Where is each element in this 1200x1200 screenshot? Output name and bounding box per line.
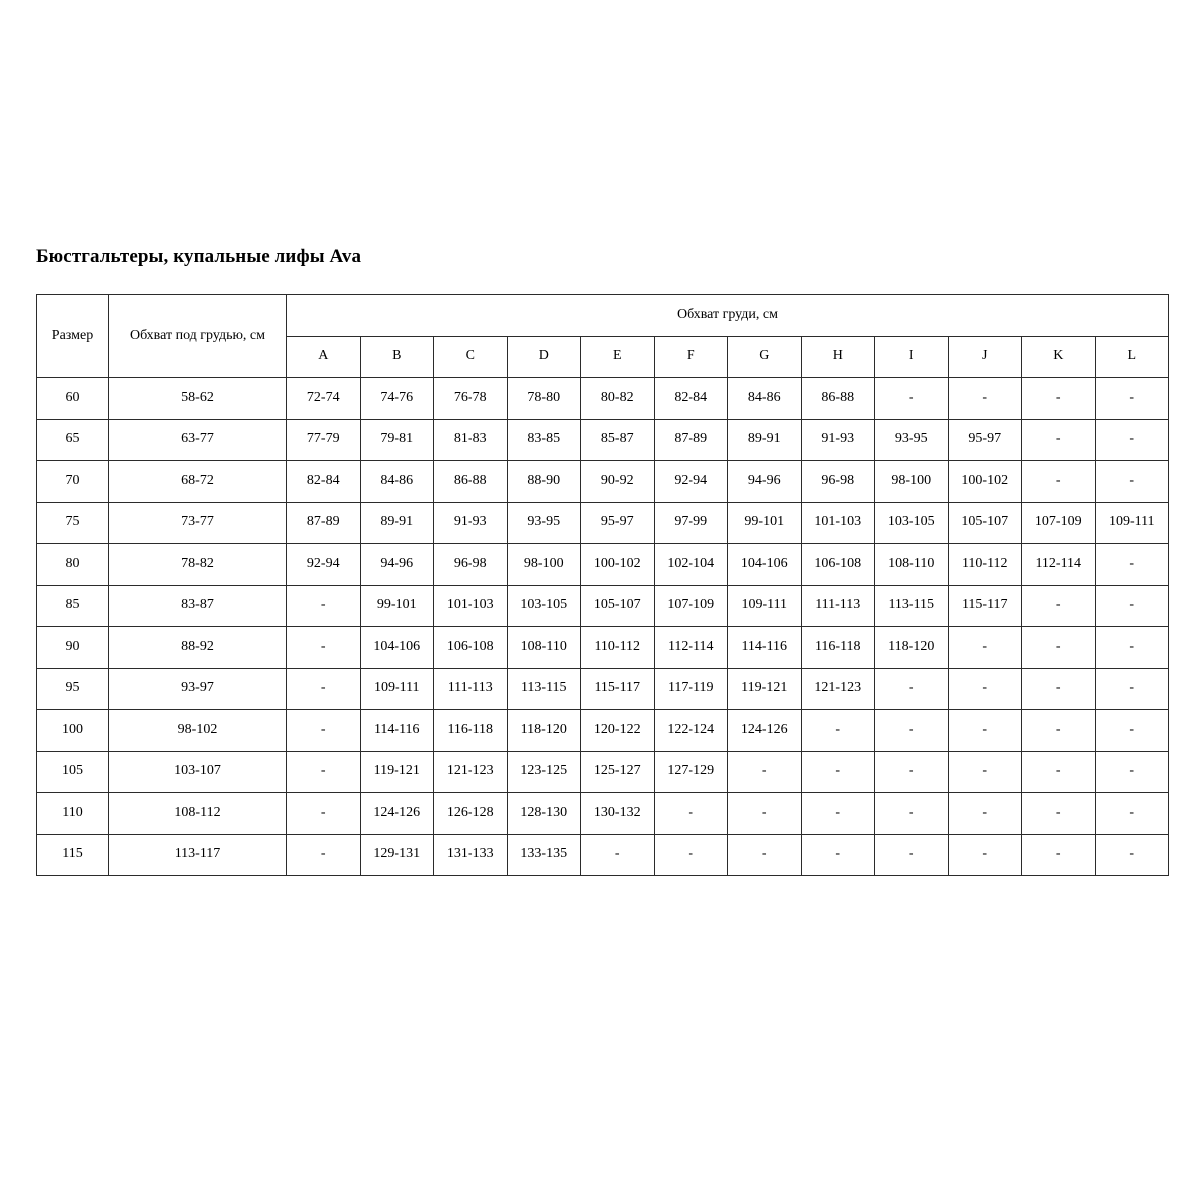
header-cup-g: G xyxy=(728,336,802,378)
cell-bust-b: 124-126 xyxy=(360,793,434,835)
cell-bust-g: 104-106 xyxy=(728,544,802,586)
cell-bust-k: - xyxy=(1022,751,1096,793)
header-underbust: Обхват под грудью, см xyxy=(109,295,287,378)
cell-bust-h: 86-88 xyxy=(801,378,875,420)
cell-bust-d: 128-130 xyxy=(507,793,581,835)
cell-bust-i: 118-120 xyxy=(875,627,949,669)
header-cup-k: K xyxy=(1022,336,1096,378)
cell-bust-g: 89-91 xyxy=(728,419,802,461)
cell-bust-k: - xyxy=(1022,419,1096,461)
cell-bust-k: - xyxy=(1022,834,1096,876)
cell-bust-h: 96-98 xyxy=(801,461,875,503)
cell-bust-j: 95-97 xyxy=(948,419,1022,461)
cell-bust-a: 72-74 xyxy=(287,378,361,420)
cell-bust-d: 108-110 xyxy=(507,627,581,669)
cell-bust-j: - xyxy=(948,751,1022,793)
cell-bust-d: 123-125 xyxy=(507,751,581,793)
cell-bust-e: 100-102 xyxy=(581,544,655,586)
table-row xyxy=(37,419,1169,461)
cell-bust-f: 102-104 xyxy=(654,544,728,586)
cell-bust-g: 114-116 xyxy=(728,627,802,669)
cell-bust-f: 112-114 xyxy=(654,627,728,669)
cell-size: 85 xyxy=(37,585,109,627)
cell-size: 105 xyxy=(37,751,109,793)
cell-bust-d: 83-85 xyxy=(507,419,581,461)
cell-bust-h: - xyxy=(801,793,875,835)
cell-bust-c: 131-133 xyxy=(434,834,508,876)
cell-underbust: 98-102 xyxy=(109,710,287,752)
cell-bust-h: - xyxy=(801,834,875,876)
header-cup-c: C xyxy=(434,336,508,378)
cell-bust-e: 80-82 xyxy=(581,378,655,420)
cell-bust-i: 103-105 xyxy=(875,502,949,544)
cell-bust-i: - xyxy=(875,751,949,793)
size-chart-table xyxy=(36,294,1169,876)
cell-bust-h: 106-108 xyxy=(801,544,875,586)
header-cup-l: L xyxy=(1095,336,1169,378)
cell-bust-f: 127-129 xyxy=(654,751,728,793)
cell-bust-b: 99-101 xyxy=(360,585,434,627)
cell-bust-k: - xyxy=(1022,378,1096,420)
cell-bust-f: - xyxy=(654,834,728,876)
cell-bust-a: - xyxy=(287,585,361,627)
page-title: Бюстгальтеры, купальные лифы Ava xyxy=(36,246,362,267)
cell-underbust: 58-62 xyxy=(109,378,287,420)
cell-bust-i: - xyxy=(875,378,949,420)
cell-size: 70 xyxy=(37,461,109,503)
cell-bust-a: - xyxy=(287,834,361,876)
cell-size: 100 xyxy=(37,710,109,752)
table-row xyxy=(37,710,1169,752)
cell-bust-c: 86-88 xyxy=(434,461,508,503)
cell-bust-f: 87-89 xyxy=(654,419,728,461)
cell-bust-b: 89-91 xyxy=(360,502,434,544)
cell-bust-j: 100-102 xyxy=(948,461,1022,503)
cell-bust-g: - xyxy=(728,834,802,876)
cell-bust-g: - xyxy=(728,751,802,793)
cell-bust-d: 98-100 xyxy=(507,544,581,586)
cell-bust-i: 98-100 xyxy=(875,461,949,503)
cell-bust-a: - xyxy=(287,793,361,835)
cell-size: 80 xyxy=(37,544,109,586)
cell-bust-k: - xyxy=(1022,710,1096,752)
cell-bust-k: - xyxy=(1022,585,1096,627)
cell-bust-i: 93-95 xyxy=(875,419,949,461)
cell-bust-e: 95-97 xyxy=(581,502,655,544)
table-row xyxy=(37,627,1169,669)
header-cup-a: A xyxy=(287,336,361,378)
table-row xyxy=(37,502,1169,544)
cell-bust-b: 79-81 xyxy=(360,419,434,461)
table-row xyxy=(37,793,1169,835)
cell-bust-f: 122-124 xyxy=(654,710,728,752)
header-cup-b: B xyxy=(360,336,434,378)
cell-bust-i: - xyxy=(875,668,949,710)
cell-size: 60 xyxy=(37,378,109,420)
cell-bust-c: 126-128 xyxy=(434,793,508,835)
header-cup-h: H xyxy=(801,336,875,378)
header-cup-i: I xyxy=(875,336,949,378)
cell-bust-j: - xyxy=(948,378,1022,420)
cell-bust-a: - xyxy=(287,668,361,710)
cell-bust-e: 110-112 xyxy=(581,627,655,669)
cell-bust-c: 116-118 xyxy=(434,710,508,752)
header-cup-f: F xyxy=(654,336,728,378)
cell-bust-d: 113-115 xyxy=(507,668,581,710)
cell-bust-a: - xyxy=(287,710,361,752)
cell-bust-j: - xyxy=(948,710,1022,752)
cell-bust-c: 106-108 xyxy=(434,627,508,669)
cell-bust-j: 105-107 xyxy=(948,502,1022,544)
cell-bust-k: 112-114 xyxy=(1022,544,1096,586)
cell-bust-l: - xyxy=(1095,419,1169,461)
cell-bust-i: - xyxy=(875,793,949,835)
cell-size: 115 xyxy=(37,834,109,876)
header-bust-group: Обхват груди, см xyxy=(287,295,1169,337)
cell-bust-i: - xyxy=(875,710,949,752)
table-row xyxy=(37,544,1169,586)
table-row xyxy=(37,751,1169,793)
header-cup-d: D xyxy=(507,336,581,378)
cell-bust-h: - xyxy=(801,710,875,752)
cell-bust-a: 92-94 xyxy=(287,544,361,586)
cell-bust-c: 76-78 xyxy=(434,378,508,420)
cell-bust-d: 93-95 xyxy=(507,502,581,544)
cell-bust-l: - xyxy=(1095,710,1169,752)
cell-bust-b: 114-116 xyxy=(360,710,434,752)
cell-bust-f: - xyxy=(654,793,728,835)
table-row xyxy=(37,378,1169,420)
cell-bust-f: 107-109 xyxy=(654,585,728,627)
cell-bust-j: - xyxy=(948,793,1022,835)
table-row xyxy=(37,585,1169,627)
cell-bust-l: - xyxy=(1095,378,1169,420)
table-body xyxy=(37,378,1169,876)
cell-size: 65 xyxy=(37,419,109,461)
cell-bust-k: - xyxy=(1022,461,1096,503)
cell-underbust: 63-77 xyxy=(109,419,287,461)
cell-bust-e: 105-107 xyxy=(581,585,655,627)
cell-underbust: 83-87 xyxy=(109,585,287,627)
cell-bust-e: - xyxy=(581,834,655,876)
cell-bust-c: 91-93 xyxy=(434,502,508,544)
cell-bust-b: 119-121 xyxy=(360,751,434,793)
cell-underbust: 73-77 xyxy=(109,502,287,544)
cell-bust-k: 107-109 xyxy=(1022,502,1096,544)
table-header-row-group xyxy=(37,295,1169,337)
cell-bust-a: 87-89 xyxy=(287,502,361,544)
cell-bust-c: 121-123 xyxy=(434,751,508,793)
cell-bust-i: 113-115 xyxy=(875,585,949,627)
cell-bust-b: 94-96 xyxy=(360,544,434,586)
header-cup-e: E xyxy=(581,336,655,378)
cell-bust-d: 103-105 xyxy=(507,585,581,627)
cell-bust-d: 78-80 xyxy=(507,378,581,420)
table-row xyxy=(37,834,1169,876)
cell-bust-g: 94-96 xyxy=(728,461,802,503)
cell-bust-l: - xyxy=(1095,793,1169,835)
cell-bust-j: - xyxy=(948,627,1022,669)
cell-bust-l: - xyxy=(1095,834,1169,876)
cell-bust-f: 97-99 xyxy=(654,502,728,544)
size-chart-container xyxy=(36,294,1169,876)
cell-bust-c: 81-83 xyxy=(434,419,508,461)
cell-bust-d: 133-135 xyxy=(507,834,581,876)
cell-bust-g: 99-101 xyxy=(728,502,802,544)
cell-bust-h: 116-118 xyxy=(801,627,875,669)
cell-bust-f: 92-94 xyxy=(654,461,728,503)
cell-bust-h: 101-103 xyxy=(801,502,875,544)
cell-bust-l: - xyxy=(1095,544,1169,586)
cell-bust-d: 118-120 xyxy=(507,710,581,752)
cell-bust-h: 111-113 xyxy=(801,585,875,627)
cell-bust-f: 117-119 xyxy=(654,668,728,710)
cell-bust-l: - xyxy=(1095,585,1169,627)
cell-bust-c: 111-113 xyxy=(434,668,508,710)
cell-bust-j: 110-112 xyxy=(948,544,1022,586)
cell-bust-g: - xyxy=(728,793,802,835)
cell-bust-b: 129-131 xyxy=(360,834,434,876)
cell-bust-e: 90-92 xyxy=(581,461,655,503)
cell-bust-g: 109-111 xyxy=(728,585,802,627)
cell-bust-l: 109-111 xyxy=(1095,502,1169,544)
cell-bust-l: - xyxy=(1095,751,1169,793)
cell-bust-b: 74-76 xyxy=(360,378,434,420)
cell-bust-h: - xyxy=(801,751,875,793)
cell-bust-h: 91-93 xyxy=(801,419,875,461)
cell-underbust: 113-117 xyxy=(109,834,287,876)
cell-bust-e: 130-132 xyxy=(581,793,655,835)
cell-underbust: 103-107 xyxy=(109,751,287,793)
cell-bust-a: - xyxy=(287,627,361,669)
cell-bust-a: - xyxy=(287,751,361,793)
cell-bust-d: 88-90 xyxy=(507,461,581,503)
table-header xyxy=(37,295,1169,378)
cell-bust-f: 82-84 xyxy=(654,378,728,420)
cell-bust-g: 119-121 xyxy=(728,668,802,710)
cell-underbust: 88-92 xyxy=(109,627,287,669)
cell-bust-e: 85-87 xyxy=(581,419,655,461)
header-cup-j: J xyxy=(948,336,1022,378)
cell-bust-j: - xyxy=(948,668,1022,710)
cell-bust-g: 84-86 xyxy=(728,378,802,420)
cell-bust-c: 101-103 xyxy=(434,585,508,627)
cell-bust-j: 115-117 xyxy=(948,585,1022,627)
cell-bust-c: 96-98 xyxy=(434,544,508,586)
cell-bust-k: - xyxy=(1022,627,1096,669)
cell-size: 75 xyxy=(37,502,109,544)
cell-bust-j: - xyxy=(948,834,1022,876)
cell-bust-g: 124-126 xyxy=(728,710,802,752)
table-row xyxy=(37,461,1169,503)
cell-underbust: 68-72 xyxy=(109,461,287,503)
cell-bust-l: - xyxy=(1095,627,1169,669)
cell-size: 95 xyxy=(37,668,109,710)
cell-size: 90 xyxy=(37,627,109,669)
cell-bust-a: 77-79 xyxy=(287,419,361,461)
cell-underbust: 78-82 xyxy=(109,544,287,586)
cell-bust-e: 115-117 xyxy=(581,668,655,710)
cell-bust-l: - xyxy=(1095,461,1169,503)
cell-underbust: 108-112 xyxy=(109,793,287,835)
cell-bust-e: 125-127 xyxy=(581,751,655,793)
cell-bust-b: 84-86 xyxy=(360,461,434,503)
header-size: Размер xyxy=(37,295,109,378)
cell-bust-e: 120-122 xyxy=(581,710,655,752)
cell-size: 110 xyxy=(37,793,109,835)
cell-bust-b: 109-111 xyxy=(360,668,434,710)
cell-bust-k: - xyxy=(1022,668,1096,710)
cell-underbust: 93-97 xyxy=(109,668,287,710)
cell-bust-h: 121-123 xyxy=(801,668,875,710)
cell-bust-k: - xyxy=(1022,793,1096,835)
cell-bust-i: 108-110 xyxy=(875,544,949,586)
cell-bust-l: - xyxy=(1095,668,1169,710)
cell-bust-i: - xyxy=(875,834,949,876)
cell-bust-a: 82-84 xyxy=(287,461,361,503)
cell-bust-b: 104-106 xyxy=(360,627,434,669)
table-row xyxy=(37,668,1169,710)
